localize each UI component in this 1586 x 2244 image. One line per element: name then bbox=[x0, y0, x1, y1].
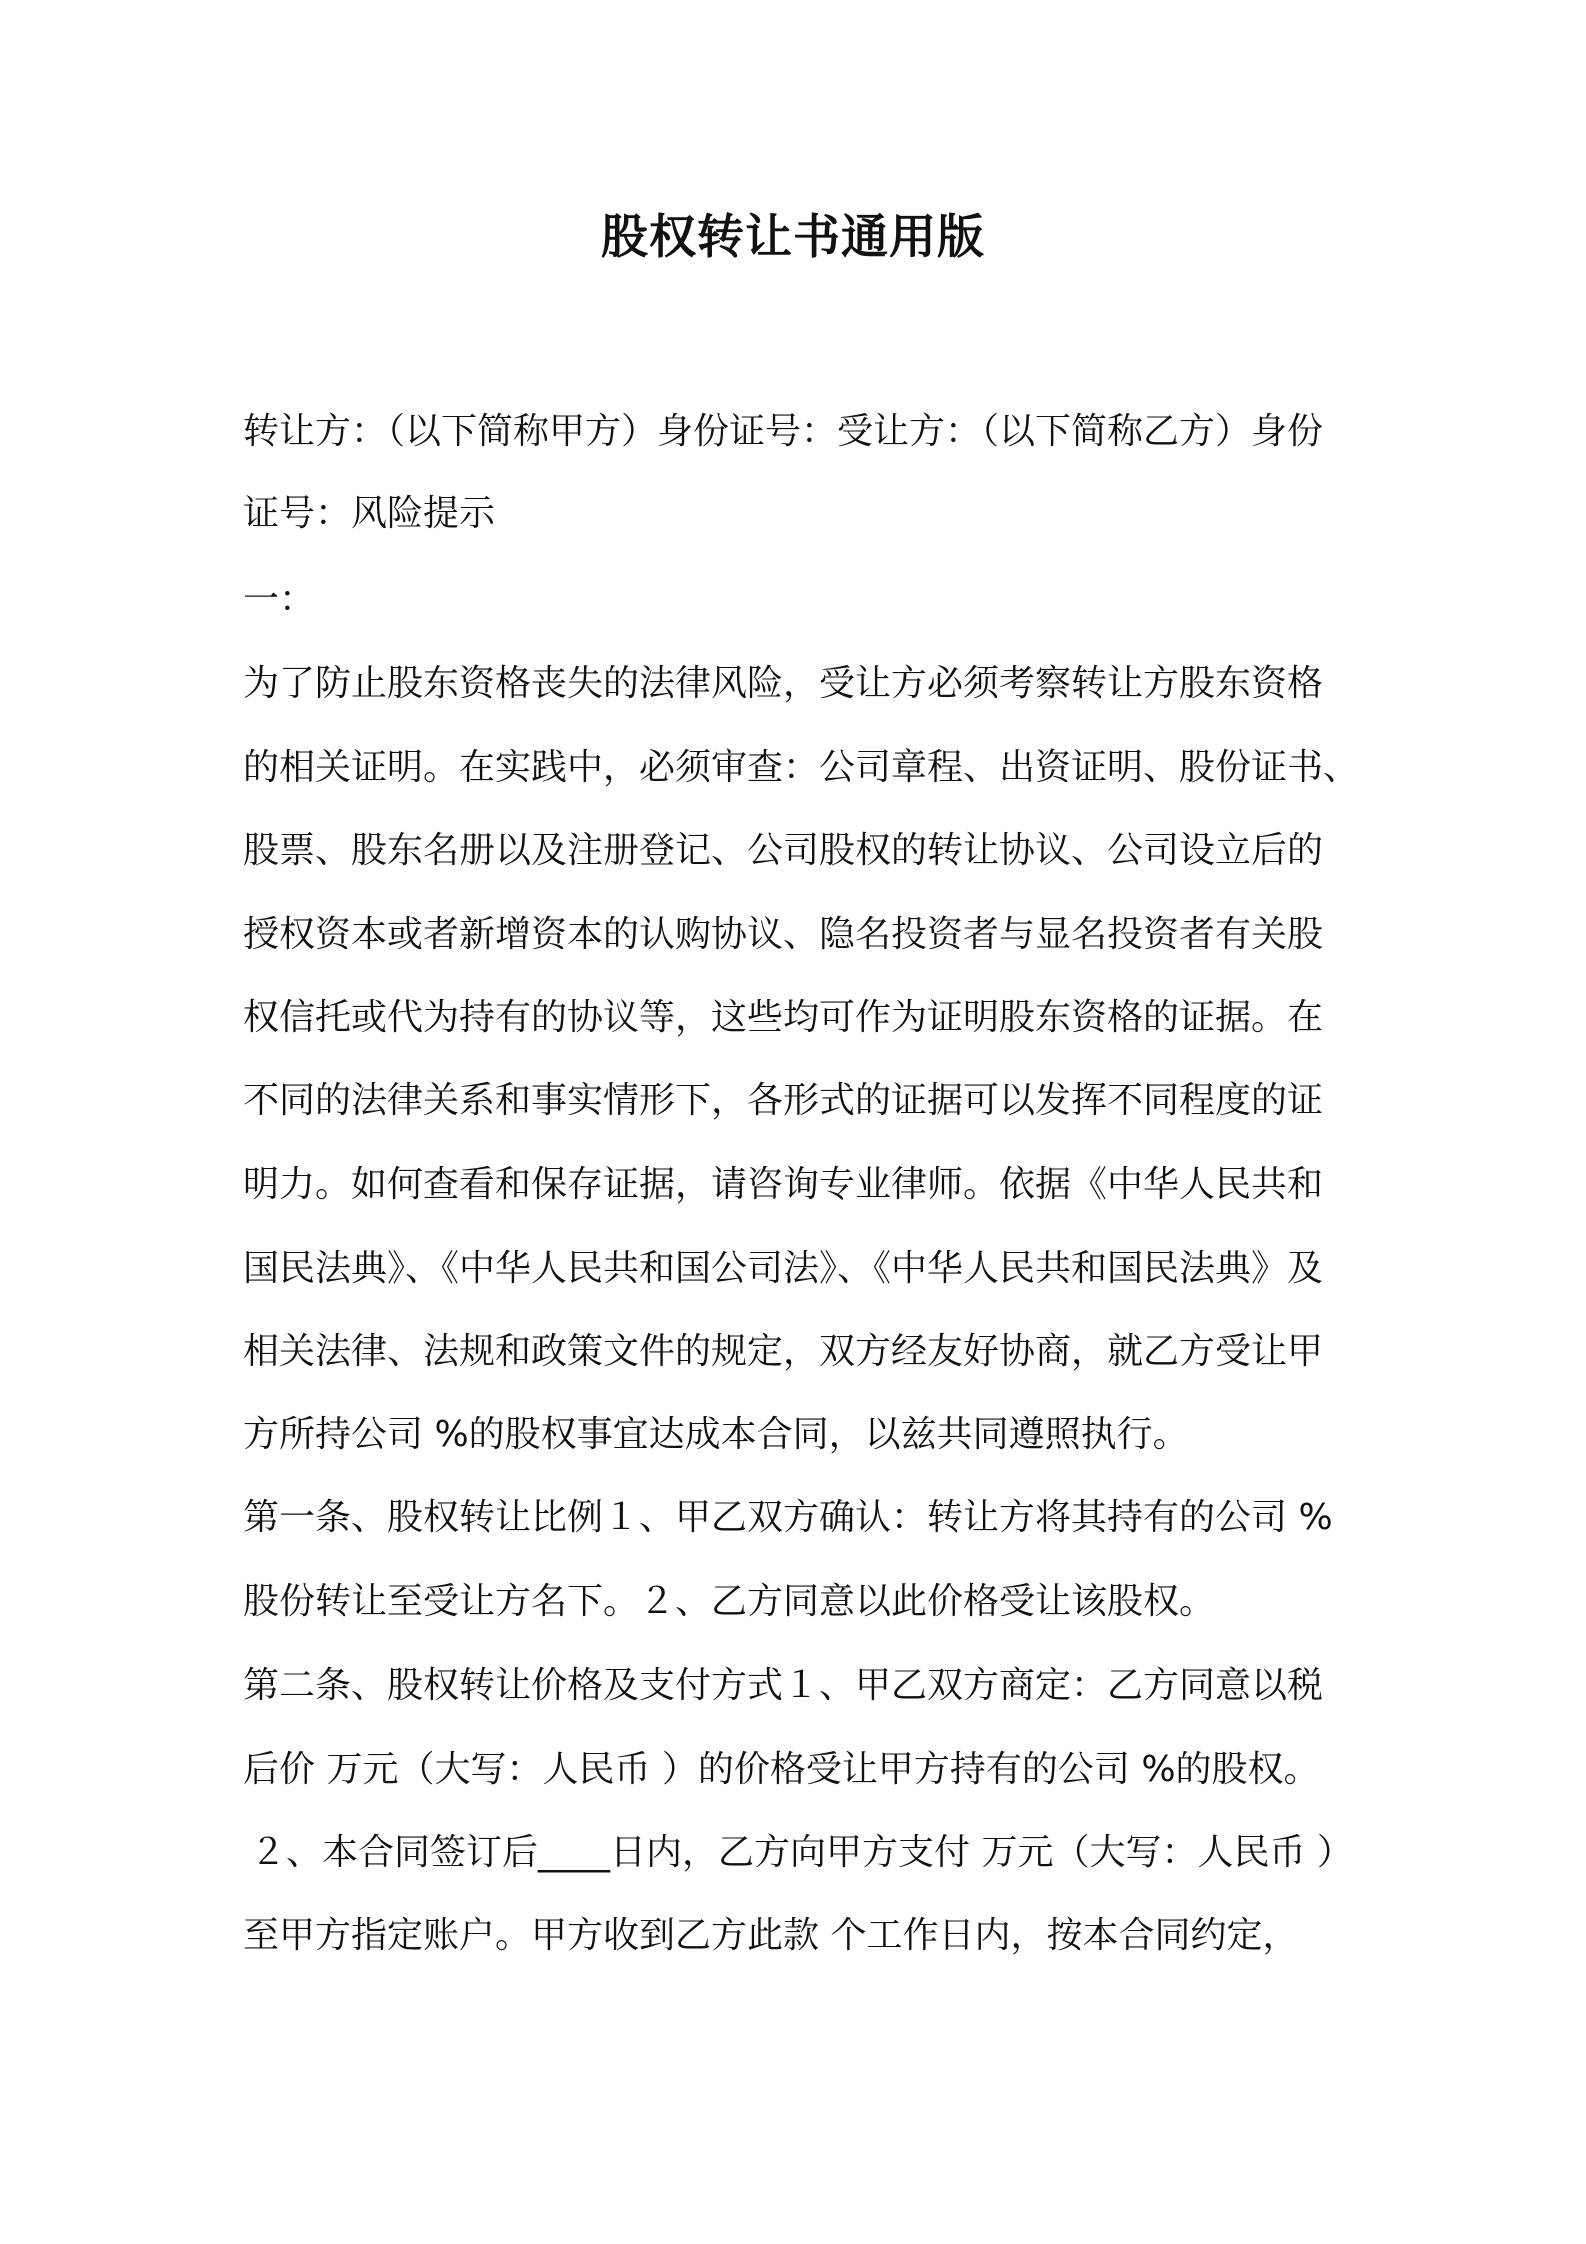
text-line: 的相关证明。在实践中，必须审查：公司章程、出资证明、股份证书、 bbox=[243, 747, 1360, 788]
text-line: 一： bbox=[243, 579, 316, 620]
text-line: 为了防止股东资格丧失的法律风险，受让方必须考察转让方股东资格 bbox=[243, 663, 1324, 704]
text-line: 第一条、股权转让比例１、甲乙双方确认：转让方将其持有的公司 % bbox=[243, 1497, 1333, 1538]
text-line: 后价 万元（大写：人民币 ）的价格受让甲方持有的公司 %的股权。 bbox=[243, 1749, 1320, 1790]
text-line: 国民法典》、《中华人民共和国公司法》、《中华人民共和国民法典》及 bbox=[243, 1248, 1324, 1289]
text-line: 权信托或代为持有的协议等，这些均可作为证明股东资格的证据。在 bbox=[243, 997, 1324, 1038]
text-line: 转让方：（以下简称甲方）身份证号：受让方：（以下简称乙方）身份 bbox=[243, 411, 1324, 452]
text-line: 方所持公司 %的股权事宜达成本合同，以兹共同遵照执行。 bbox=[243, 1414, 1189, 1455]
text-line: 相关法律、法规和政策文件的规定，双方经友好协商，就乙方受让甲 bbox=[243, 1331, 1324, 1372]
text-line: 证号：风险提示 bbox=[243, 493, 496, 534]
text-line: 明力。如何查看和保存证据，请咨询专业律师。依据《中华人民共和 bbox=[243, 1164, 1324, 1205]
text-line: ２、本合同签订后____日内，乙方向甲方支付 万元（大写：人民币 ） bbox=[250, 1832, 1353, 1873]
text-line: 股票、股东名册以及注册登记、公司股权的转让协议、公司设立后的 bbox=[243, 830, 1324, 871]
text-line: 不同的法律关系和事实情形下，各形式的证据可以发挥不同程度的证 bbox=[243, 1080, 1324, 1121]
document-title: 股权转让书通用版 bbox=[601, 210, 985, 265]
text-line: 股份转让至受让方名下。２、乙方同意以此价格受让该股权。 bbox=[243, 1581, 1216, 1622]
text-line: 至甲方指定账户。甲方收到乙方此款 个工作日内，按本合同约定， bbox=[243, 1915, 1299, 1956]
text-line: 第二条、股权转让价格及支付方式１、甲乙双方商定：乙方同意以税 bbox=[243, 1665, 1324, 1706]
text-line: 授权资本或者新增资本的认购协议、隐名投资者与显名投资者有关股 bbox=[243, 914, 1324, 955]
